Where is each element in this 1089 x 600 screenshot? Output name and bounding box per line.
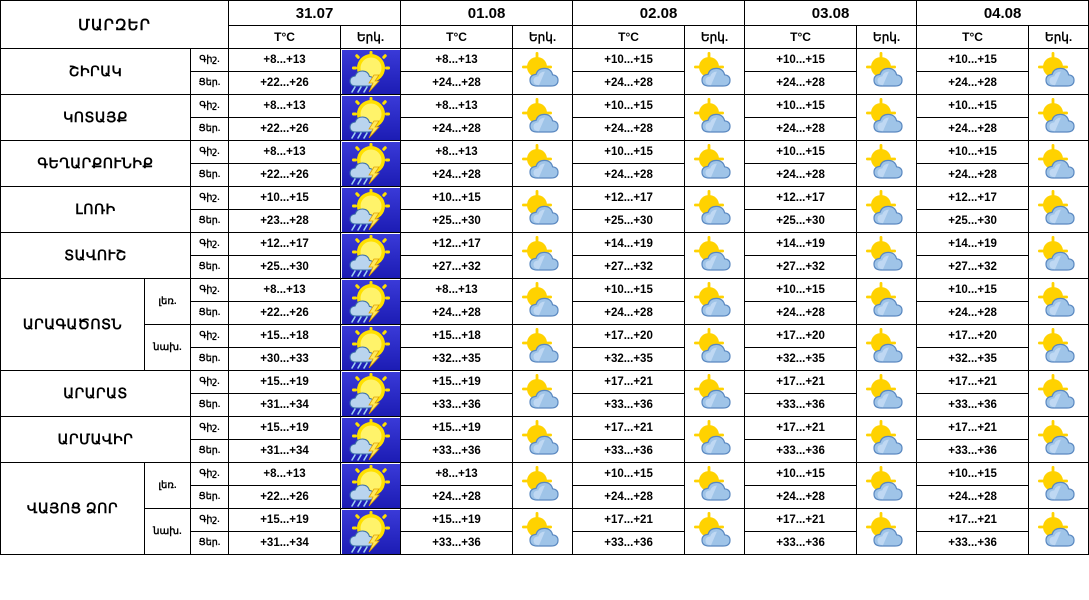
sky-icon-cell [685, 509, 745, 555]
day-temp: +30...+33 [229, 348, 341, 371]
sky-icon-cell [857, 279, 917, 325]
day-temp: +24...+28 [917, 302, 1029, 325]
sky-icon-cell [513, 95, 573, 141]
day-temp: +33...+36 [573, 394, 685, 417]
sun-cloud-icon [513, 418, 572, 462]
sky-icon-cell [857, 95, 917, 141]
night-temp: +17...+21 [745, 371, 857, 394]
day-temp: +24...+28 [573, 72, 685, 95]
night-temp: +15...+18 [401, 325, 513, 348]
storm-background [342, 280, 400, 324]
sun-cloud-icon [1029, 234, 1088, 278]
night-temp: +10...+15 [917, 49, 1029, 72]
day-temp: +25...+30 [745, 210, 857, 233]
sky-icon-cell [685, 49, 745, 95]
day-temp: +24...+28 [573, 302, 685, 325]
day-temp: +24...+28 [401, 72, 513, 95]
sun-cloud-icon [685, 50, 744, 94]
day-label: Ցեր. [191, 440, 229, 463]
table-row [1, 95, 1089, 118]
night-temp: +17...+20 [573, 325, 685, 348]
night-label: Գիշ. [191, 233, 229, 256]
sky-icon-cell [685, 233, 745, 279]
sky-icon-cell [1029, 371, 1089, 417]
night-temp: +8...+13 [229, 141, 341, 164]
night-temp: +10...+15 [573, 141, 685, 164]
day-label: Ցեր. [191, 394, 229, 417]
day-temp: +27...+32 [573, 256, 685, 279]
header-date-3: 03.08 [745, 1, 917, 26]
night-temp: +17...+21 [573, 371, 685, 394]
header-temp-4: T°C [917, 26, 1029, 49]
day-temp: +24...+28 [401, 164, 513, 187]
sun-cloud-icon [1029, 280, 1088, 324]
day-temp: +24...+28 [745, 164, 857, 187]
day-temp: +33...+36 [917, 440, 1029, 463]
night-label: Գիշ. [191, 141, 229, 164]
sky-icon-cell [341, 279, 401, 325]
sky-icon-cell [685, 325, 745, 371]
day-label: Ցեր. [191, 532, 229, 555]
storm-background [342, 372, 400, 416]
day-label: Ցեր. [191, 210, 229, 233]
night-temp: +15...+19 [229, 417, 341, 440]
day-temp: +27...+32 [401, 256, 513, 279]
night-temp: +12...+17 [573, 187, 685, 210]
sky-icon-cell [513, 509, 573, 555]
day-temp: +22...+26 [229, 302, 341, 325]
sun-cloud-icon [685, 142, 744, 186]
night-temp: +10...+15 [745, 279, 857, 302]
day-temp: +22...+26 [229, 72, 341, 95]
night-temp: +12...+17 [229, 233, 341, 256]
header-date-2: 02.08 [573, 1, 745, 26]
sun-cloud-icon [513, 96, 572, 140]
night-temp: +17...+20 [745, 325, 857, 348]
sun-cloud-icon [513, 372, 572, 416]
sky-icon-cell [341, 463, 401, 509]
sun-cloud-icon [857, 326, 916, 370]
night-temp: +8...+13 [401, 279, 513, 302]
header-date-4: 04.08 [917, 1, 1089, 26]
day-temp: +33...+36 [917, 394, 1029, 417]
day-temp: +24...+28 [401, 118, 513, 141]
region-name: ԱՐԱՐԱՏ [1, 371, 191, 417]
day-temp: +22...+26 [229, 164, 341, 187]
sky-icon-cell [1029, 509, 1089, 555]
day-temp: +31...+34 [229, 532, 341, 555]
day-temp: +25...+30 [917, 210, 1029, 233]
sun-cloud-icon [685, 418, 744, 462]
table-row [1, 187, 1089, 210]
sun-cloud-icon [857, 510, 916, 554]
day-temp: +22...+26 [229, 118, 341, 141]
night-label: Գիշ. [191, 463, 229, 486]
sun-cloud-icon [1029, 142, 1088, 186]
sky-icon-cell [1029, 187, 1089, 233]
sun-cloud-storm-icon [341, 464, 400, 508]
day-label: Ցեր. [191, 486, 229, 509]
sun-cloud-icon [685, 234, 744, 278]
storm-background [342, 418, 400, 462]
night-temp: +12...+17 [745, 187, 857, 210]
sky-icon-cell [1029, 95, 1089, 141]
day-label: Ցեր. [191, 164, 229, 187]
night-temp: +17...+21 [745, 509, 857, 532]
sky-icon-cell [341, 233, 401, 279]
table-row [1, 233, 1089, 256]
sky-icon-cell [513, 325, 573, 371]
night-temp: +10...+15 [401, 187, 513, 210]
day-temp: +22...+26 [229, 486, 341, 509]
sky-icon-cell [1029, 233, 1089, 279]
region-name: ՎԱՅՈՑ ՁՈՐ [1, 463, 145, 555]
night-temp: +15...+18 [229, 325, 341, 348]
region-name: ԿՈՏԱՅՔ [1, 95, 191, 141]
sun-cloud-icon [857, 372, 916, 416]
storm-background [342, 234, 400, 278]
day-temp: +24...+28 [745, 302, 857, 325]
day-temp: +33...+36 [573, 440, 685, 463]
sky-icon-cell [341, 141, 401, 187]
table-row [1, 417, 1089, 440]
header-sky-3: Երկ. [857, 26, 917, 49]
sun-cloud-storm-icon [341, 510, 400, 554]
sun-cloud-icon [685, 326, 744, 370]
night-temp: +15...+19 [401, 417, 513, 440]
table-row [1, 325, 1089, 348]
sun-cloud-storm-icon [341, 326, 400, 370]
table-row [1, 463, 1089, 486]
sun-cloud-icon [1029, 96, 1088, 140]
night-temp: +10...+15 [917, 279, 1029, 302]
day-label: Ցեր. [191, 118, 229, 141]
header-date-1: 01.08 [401, 1, 573, 26]
table-body [1, 49, 1089, 555]
day-temp: +32...+35 [401, 348, 513, 371]
night-temp: +10...+15 [573, 463, 685, 486]
night-temp: +8...+13 [229, 463, 341, 486]
sky-icon-cell [1029, 463, 1089, 509]
day-temp: +33...+36 [745, 394, 857, 417]
night-temp: +14...+19 [917, 233, 1029, 256]
day-temp: +33...+36 [745, 532, 857, 555]
day-label: Ցեր. [191, 72, 229, 95]
sun-cloud-icon [1029, 464, 1088, 508]
sun-cloud-icon [857, 418, 916, 462]
day-temp: +24...+28 [573, 118, 685, 141]
sun-cloud-icon [513, 510, 572, 554]
night-temp: +15...+19 [401, 509, 513, 532]
storm-background [342, 326, 400, 370]
day-temp: +25...+30 [229, 256, 341, 279]
storm-background [342, 96, 400, 140]
sun-cloud-icon [685, 96, 744, 140]
sky-icon-cell [857, 141, 917, 187]
region-name: ԱՐՄԱՎԻՐ [1, 417, 191, 463]
day-temp: +24...+28 [745, 72, 857, 95]
sky-icon-cell [513, 49, 573, 95]
storm-background [342, 188, 400, 232]
day-temp: +32...+35 [917, 348, 1029, 371]
sun-cloud-icon [1029, 188, 1088, 232]
storm-background [342, 510, 400, 554]
header-date-0: 31.07 [229, 1, 401, 26]
night-label: Գիշ. [191, 509, 229, 532]
night-temp: +8...+13 [229, 95, 341, 118]
day-temp: +33...+36 [745, 440, 857, 463]
day-temp: +25...+30 [401, 210, 513, 233]
table-row [1, 49, 1089, 72]
night-temp: +14...+19 [745, 233, 857, 256]
header-temp-1: T°C [401, 26, 513, 49]
day-temp: +33...+36 [401, 440, 513, 463]
night-temp: +10...+15 [917, 463, 1029, 486]
sun-cloud-storm-icon [341, 234, 400, 278]
sun-cloud-icon [1029, 50, 1088, 94]
sky-icon-cell [1029, 325, 1089, 371]
sky-icon-cell [685, 371, 745, 417]
header-regions: ՄԱՐԶԵՐ [1, 1, 229, 49]
sun-cloud-icon [857, 96, 916, 140]
table-row [1, 279, 1089, 302]
night-label: Գիշ. [191, 95, 229, 118]
night-temp: +17...+21 [917, 417, 1029, 440]
sky-icon-cell [857, 233, 917, 279]
day-temp: +24...+28 [401, 486, 513, 509]
night-temp: +10...+15 [917, 141, 1029, 164]
day-temp: +24...+28 [573, 486, 685, 509]
region-name: ԳԵՂԱՐՔՈՒՆԻՔ [1, 141, 191, 187]
region-subzone: լեռ. [145, 463, 191, 509]
sun-cloud-icon [857, 142, 916, 186]
sky-icon-cell [1029, 141, 1089, 187]
sun-cloud-storm-icon [341, 372, 400, 416]
sky-icon-cell [685, 279, 745, 325]
day-temp: +31...+34 [229, 440, 341, 463]
sky-icon-cell [513, 371, 573, 417]
night-label: Գիշ. [191, 187, 229, 210]
sky-icon-cell [857, 371, 917, 417]
sun-cloud-icon [857, 234, 916, 278]
night-temp: +8...+13 [401, 95, 513, 118]
region-name: ՏԱՎՈՒՇ [1, 233, 191, 279]
night-temp: +10...+15 [745, 463, 857, 486]
sky-icon-cell [685, 187, 745, 233]
day-label: Ցեր. [191, 302, 229, 325]
sky-icon-cell [513, 141, 573, 187]
night-temp: +17...+21 [573, 417, 685, 440]
sun-cloud-icon [513, 280, 572, 324]
day-temp: +33...+36 [401, 532, 513, 555]
sun-cloud-icon [513, 50, 572, 94]
night-temp: +10...+15 [573, 49, 685, 72]
sky-icon-cell [513, 279, 573, 325]
sun-cloud-storm-icon [341, 188, 400, 232]
night-temp: +12...+17 [401, 233, 513, 256]
sky-icon-cell [685, 95, 745, 141]
header-temp-2: T°C [573, 26, 685, 49]
sky-icon-cell [513, 233, 573, 279]
sun-cloud-storm-icon [341, 418, 400, 462]
region-subzone: լեռ. [145, 279, 191, 325]
table-row [1, 509, 1089, 532]
sun-cloud-icon [513, 326, 572, 370]
day-temp: +27...+32 [745, 256, 857, 279]
sky-icon-cell [857, 509, 917, 555]
night-temp: +15...+19 [401, 371, 513, 394]
day-temp: +24...+28 [917, 486, 1029, 509]
sun-cloud-icon [685, 464, 744, 508]
sun-cloud-storm-icon [341, 280, 400, 324]
night-label: Գիշ. [191, 417, 229, 440]
night-label: Գիշ. [191, 325, 229, 348]
sky-icon-cell [857, 417, 917, 463]
night-temp: +10...+15 [573, 279, 685, 302]
header-sky-2: Երկ. [685, 26, 745, 49]
sun-cloud-icon [685, 280, 744, 324]
sky-icon-cell [685, 417, 745, 463]
night-temp: +10...+15 [917, 95, 1029, 118]
night-temp: +8...+13 [229, 279, 341, 302]
sun-cloud-icon [1029, 372, 1088, 416]
sky-icon-cell [341, 187, 401, 233]
sky-icon-cell [341, 371, 401, 417]
sun-cloud-icon [513, 234, 572, 278]
night-temp: +17...+20 [917, 325, 1029, 348]
sun-cloud-icon [857, 188, 916, 232]
sky-icon-cell [1029, 49, 1089, 95]
header-temp-3: T°C [745, 26, 857, 49]
sun-cloud-storm-icon [341, 96, 400, 140]
sun-cloud-icon [1029, 510, 1088, 554]
sun-cloud-icon [685, 372, 744, 416]
day-temp: +33...+36 [573, 532, 685, 555]
day-label: Ցեր. [191, 348, 229, 371]
day-temp: +31...+34 [229, 394, 341, 417]
day-temp: +32...+35 [745, 348, 857, 371]
night-temp: +8...+13 [401, 463, 513, 486]
day-temp: +23...+28 [229, 210, 341, 233]
sun-cloud-icon [857, 50, 916, 94]
header-sky-4: Երկ. [1029, 26, 1089, 49]
night-temp: +17...+21 [745, 417, 857, 440]
night-temp: +10...+15 [745, 141, 857, 164]
sun-cloud-icon [685, 188, 744, 232]
region-name: ՇԻՐԱԿ [1, 49, 191, 95]
day-temp: +24...+28 [917, 72, 1029, 95]
day-temp: +24...+28 [573, 164, 685, 187]
night-temp: +17...+21 [917, 371, 1029, 394]
sun-cloud-icon [1029, 326, 1088, 370]
night-temp: +17...+21 [917, 509, 1029, 532]
sun-cloud-icon [513, 188, 572, 232]
sun-cloud-icon [513, 464, 572, 508]
night-temp: +15...+19 [229, 371, 341, 394]
day-temp: +24...+28 [745, 118, 857, 141]
night-temp: +8...+13 [401, 141, 513, 164]
night-temp: +8...+13 [401, 49, 513, 72]
header-sky-1: Երկ. [513, 26, 573, 49]
sky-icon-cell [857, 463, 917, 509]
night-label: Գիշ. [191, 371, 229, 394]
day-temp: +25...+30 [573, 210, 685, 233]
sky-icon-cell [857, 49, 917, 95]
sky-icon-cell [341, 509, 401, 555]
day-temp: +24...+28 [917, 118, 1029, 141]
sky-icon-cell [341, 325, 401, 371]
sky-icon-cell [857, 187, 917, 233]
sky-icon-cell [685, 463, 745, 509]
night-temp: +8...+13 [229, 49, 341, 72]
night-temp: +14...+19 [573, 233, 685, 256]
day-temp: +24...+28 [401, 302, 513, 325]
sun-cloud-icon [513, 142, 572, 186]
night-temp: +10...+15 [573, 95, 685, 118]
sky-icon-cell [1029, 417, 1089, 463]
storm-background [342, 464, 400, 508]
day-label: Ցեր. [191, 256, 229, 279]
storm-background [342, 142, 400, 186]
sky-icon-cell [1029, 279, 1089, 325]
sky-icon-cell [341, 417, 401, 463]
sun-cloud-icon [857, 280, 916, 324]
night-temp: +10...+15 [745, 95, 857, 118]
sun-cloud-storm-icon [341, 50, 400, 94]
night-label: Գիշ. [191, 49, 229, 72]
sky-icon-cell [341, 49, 401, 95]
night-temp: +15...+19 [229, 509, 341, 532]
region-name: ԼՈՌԻ [1, 187, 191, 233]
day-temp: +27...+32 [917, 256, 1029, 279]
region-subzone: նախ. [145, 325, 191, 371]
sun-cloud-icon [857, 464, 916, 508]
region-name: ԱՐԱԳԱԾՈՏՆ [1, 279, 145, 371]
table-row [1, 141, 1089, 164]
sky-icon-cell [857, 325, 917, 371]
night-temp: +12...+17 [917, 187, 1029, 210]
day-temp: +33...+36 [401, 394, 513, 417]
sky-icon-cell [685, 141, 745, 187]
storm-background [342, 50, 400, 94]
day-temp: +24...+28 [917, 164, 1029, 187]
night-temp: +10...+15 [229, 187, 341, 210]
table-row [1, 371, 1089, 394]
night-temp: +10...+15 [745, 49, 857, 72]
day-temp: +32...+35 [573, 348, 685, 371]
header-temp-0: T°C [229, 26, 341, 49]
day-temp: +24...+28 [745, 486, 857, 509]
sky-icon-cell [513, 463, 573, 509]
sun-cloud-icon [685, 510, 744, 554]
header-sky-0: Երկ. [341, 26, 401, 49]
sky-icon-cell [513, 417, 573, 463]
night-label: Գիշ. [191, 279, 229, 302]
sky-icon-cell [513, 187, 573, 233]
region-subzone: նախ. [145, 509, 191, 555]
sun-cloud-storm-icon [341, 142, 400, 186]
night-temp: +17...+21 [573, 509, 685, 532]
sun-cloud-icon [1029, 418, 1088, 462]
table-header [1, 1, 1089, 49]
day-temp: +33...+36 [917, 532, 1029, 555]
sky-icon-cell [341, 95, 401, 141]
